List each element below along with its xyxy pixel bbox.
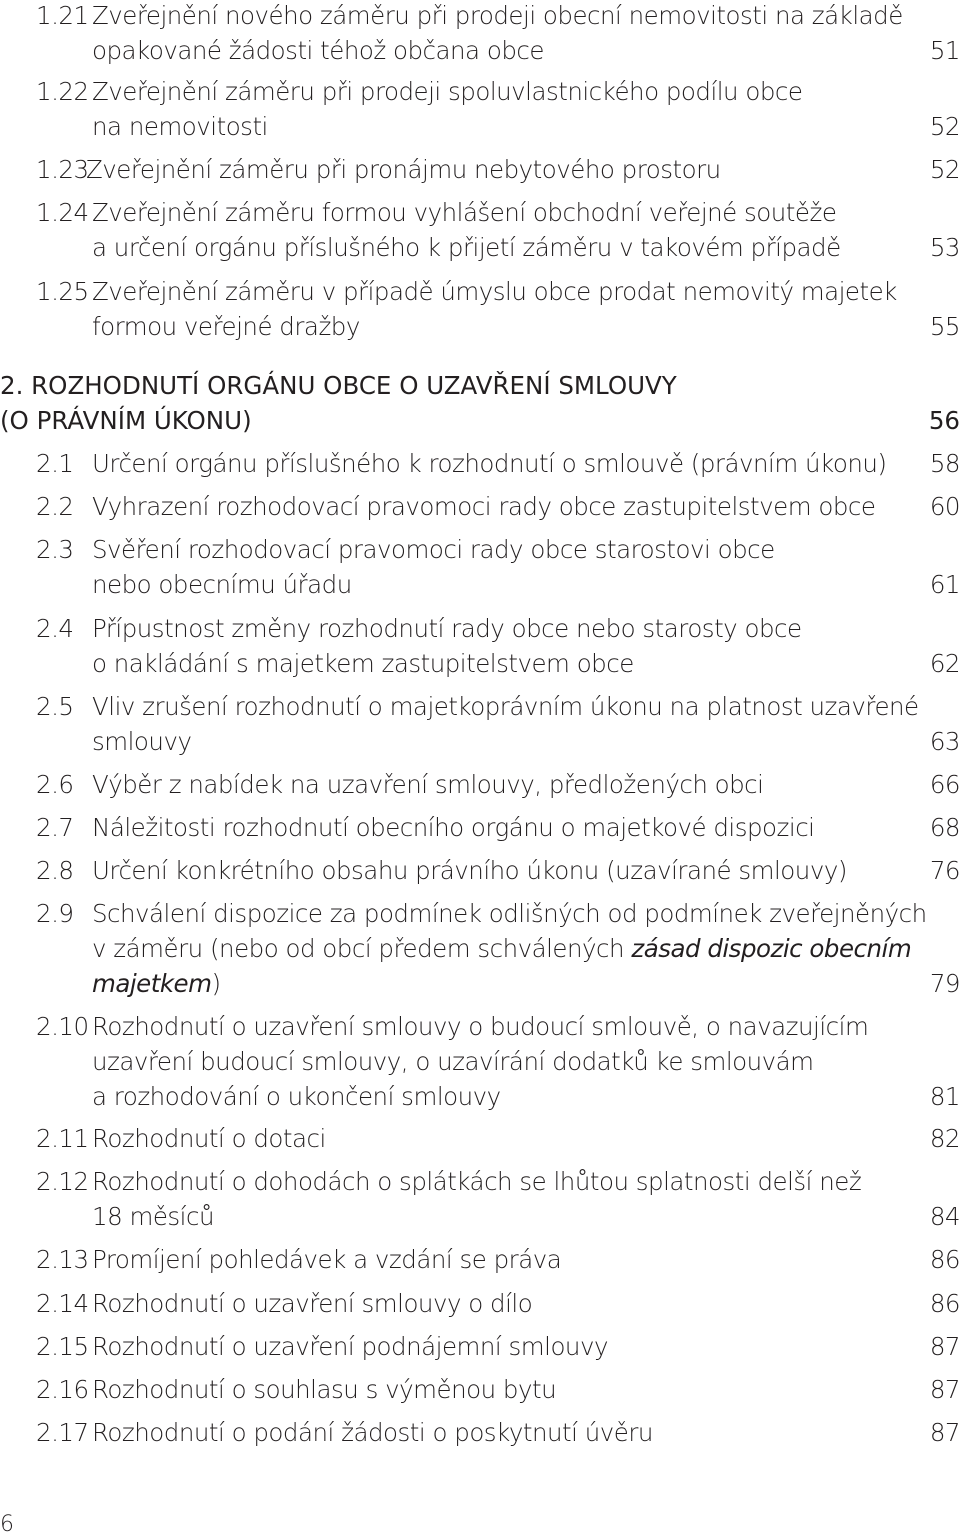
entry-title-text: v záměru (nebo od obcí předem schválených: [92, 934, 632, 963]
entry-title-line: nebo obecnímu úřadu: [92, 570, 352, 599]
entry-page: 61: [929, 570, 960, 599]
entry-title-line: Zveřejnění záměru při pronájmu nebytového prostoru: [86, 155, 721, 184]
entry-page: 58: [929, 449, 960, 478]
entry-page: 87: [929, 1375, 960, 1404]
entry-number: 2.14: [36, 1289, 89, 1318]
entry-page: 82: [929, 1124, 960, 1153]
entry-number: 2.12: [36, 1167, 89, 1196]
entry-page: 66: [929, 770, 960, 799]
entry-title-italic: majetkem: [92, 969, 212, 998]
entry-title-line: Rozhodnutí o uzavření smlouvy o budoucí smlouvě, o navazujícím: [92, 1012, 869, 1041]
entry-title-line: a určení orgánu příslušného k přijetí záměru v takovém případě: [92, 233, 841, 262]
entry-title: [92, 1286, 918, 1321]
entry-title-line: Rozhodnutí o souhlasu s výměnou bytu: [92, 1375, 557, 1404]
entry-title-line: Rozhodnutí o uzavření smlouvy o dílo: [92, 1289, 533, 1318]
entry-title-line: Schválení dispozice za podmínek odlišných od podmínek zveřejněných: [92, 899, 927, 928]
entry-title-italic: zásad dispozic obecním: [631, 934, 912, 963]
toc-entry[interactable]: [36, 767, 960, 802]
chapter-title-line: 2. ROZHODNUTÍ ORGÁNU OBCE O UZAVŘENÍ SMLOUVY: [0, 371, 677, 400]
entry-title: [92, 195, 918, 265]
entry-title-line: 18 měsíců: [92, 1202, 214, 1231]
entry-title-line: Náležitosti rozhodnutí obecního orgánu o majetkové dispozici: [92, 813, 815, 842]
entry-title: [92, 767, 918, 802]
toc-entry[interactable]: [36, 152, 960, 187]
toc-entry[interactable]: [36, 896, 960, 1001]
toc-entry[interactable]: [36, 1242, 960, 1277]
entry-title-line: Zveřejnění záměru formou vyhlášení obchodní veřejné soutěže: [92, 198, 837, 227]
entry-number: 2.15: [36, 1332, 89, 1361]
entry-number: 1.21: [36, 1, 89, 30]
entry-page: 60: [929, 492, 960, 521]
entry-number: 1.24: [36, 198, 89, 227]
toc-entry[interactable]: [36, 1164, 960, 1234]
entry-title-line: Určení konkrétního obsahu právního úkonu (uzavírané smlouvy): [92, 856, 847, 885]
entry-title-line: smlouvy: [92, 727, 192, 756]
entry-page: 86: [929, 1289, 960, 1318]
toc-entry[interactable]: [36, 611, 960, 681]
entry-number: 1.23: [36, 155, 89, 184]
toc-entry[interactable]: [36, 1372, 960, 1407]
entry-title: [92, 1372, 918, 1407]
entry-title-line: opakované žádosti téhož občana obce: [92, 36, 544, 65]
entry-title: [92, 1415, 918, 1450]
entry-page: 55: [929, 312, 960, 341]
entry-number: 1.22: [36, 77, 89, 106]
entry-title: [92, 274, 918, 344]
entry-number: 2.9: [36, 899, 74, 928]
entry-title: [92, 532, 918, 602]
entry-title-line: Určení orgánu příslušného k rozhodnutí o smlouvě (právním úkonu): [92, 449, 887, 478]
entry-title-line: Svěření rozhodovací pravomoci rady obce starostovi obce: [92, 535, 775, 564]
toc-entry[interactable]: [36, 853, 960, 888]
entry-page: 87: [929, 1332, 960, 1361]
toc-entry[interactable]: [36, 810, 960, 845]
entry-title-line: Výběr z nabídek na uzavření smlouvy, předložených obci: [92, 770, 764, 799]
entry-title: [92, 1164, 918, 1234]
entry-page: 84: [929, 1202, 960, 1231]
entry-title: [92, 1009, 918, 1114]
entry-page: 87: [929, 1418, 960, 1447]
entry-number: 2.17: [36, 1418, 89, 1447]
entry-title-line: [92, 966, 918, 1001]
entry-number: 2.16: [36, 1375, 89, 1404]
toc-entry[interactable]: [36, 689, 960, 759]
entry-number: 2.1: [36, 449, 74, 478]
entry-title: [92, 896, 927, 1001]
toc-entry[interactable]: [36, 195, 960, 265]
entry-title-line: na nemovitosti: [92, 112, 268, 141]
chapter-heading[interactable]: [0, 368, 960, 438]
entry-title-line: Zveřejnění nového záměru při prodeji obecní nemovitosti na základě: [92, 1, 903, 30]
entry-number: 2.6: [36, 770, 74, 799]
entry-page: 52: [929, 112, 960, 141]
entry-title: [92, 689, 918, 759]
entry-title: [92, 1329, 918, 1364]
entry-title: [92, 611, 918, 681]
entry-number: 1.25: [36, 277, 89, 306]
entry-number: 2.13: [36, 1245, 89, 1274]
entry-number: 2.2: [36, 492, 74, 521]
entry-title-line: [92, 931, 918, 966]
entry-title-line: Vliv zrušení rozhodnutí o majetkoprávním úkonu na platnost uzavřené: [92, 692, 919, 721]
entry-title-line: o nakládání s majetkem zastupitelstvem obce: [92, 649, 634, 678]
entry-page: 81: [929, 1082, 960, 1111]
entry-title-line: Rozhodnutí o dohodách o splátkách se lhůtou splatnosti delší než: [92, 1167, 862, 1196]
entry-title: [86, 152, 912, 187]
entry-title-line: Rozhodnutí o podání žádosti o poskytnutí úvěru: [92, 1418, 653, 1447]
entry-title-line: Rozhodnutí o uzavření podnájemní smlouvy: [92, 1332, 608, 1361]
toc-entry[interactable]: [36, 1286, 960, 1321]
entry-number: 2.3: [36, 535, 74, 564]
entry-page: 86: [929, 1245, 960, 1274]
entry-title-line: Zveřejnění záměru v případě úmyslu obce prodat nemovitý majetek: [92, 277, 897, 306]
entry-title-line: Rozhodnutí o dotaci: [92, 1124, 326, 1153]
entry-title-line: a rozhodování o ukončení smlouvy: [92, 1082, 501, 1111]
entry-title-line: Promíjení pohledávek a vzdání se práva: [92, 1245, 562, 1274]
toc-entry[interactable]: [36, 274, 960, 344]
entry-title-line: Přípustnost změny rozhodnutí rady obce nebo starosty obce: [92, 614, 802, 643]
entry-page: 68: [929, 813, 960, 842]
toc-entry[interactable]: [36, 1009, 960, 1114]
entry-page: 63: [929, 727, 960, 756]
entry-number: 2.4: [36, 614, 74, 643]
entry-page: 62: [929, 649, 960, 678]
entry-title-line: formou veřejné dražby: [92, 312, 360, 341]
entry-page: 51: [929, 36, 960, 65]
entry-title-text: ): [211, 969, 221, 998]
toc-entry[interactable]: [36, 1329, 960, 1364]
entry-number: 2.7: [36, 813, 74, 842]
entry-number: 2.8: [36, 856, 74, 885]
entry-page: 53: [929, 233, 960, 262]
page-number: 6: [0, 1512, 14, 1537]
entry-title: [92, 1121, 918, 1156]
entry-page: 76: [929, 856, 960, 885]
chapter-title-line: (O PRÁVNÍM ÚKONU): [0, 406, 252, 435]
entry-title: [92, 74, 918, 144]
toc-entry[interactable]: [36, 489, 960, 524]
entry-page: 79: [929, 969, 960, 998]
chapter-page: 56: [928, 406, 960, 435]
entry-title-line: Zveřejnění záměru při prodeji spoluvlastnického podílu obce: [92, 77, 803, 106]
entry-number: 2.5: [36, 692, 74, 721]
entry-title: [92, 0, 918, 68]
entry-number: 2.10: [36, 1012, 89, 1041]
toc-entry[interactable]: [36, 1415, 960, 1450]
toc-entry[interactable]: [36, 446, 960, 481]
toc-entry[interactable]: [36, 74, 960, 144]
entry-title: [92, 489, 918, 524]
entry-title: [92, 853, 918, 888]
entry-title: [92, 810, 918, 845]
entry-page: 52: [929, 155, 960, 184]
entry-title: [92, 446, 918, 481]
chapter-title: [0, 368, 900, 438]
toc-entry[interactable]: [36, 0, 960, 68]
entry-number: 2.11: [36, 1124, 89, 1153]
toc-entry[interactable]: [36, 1121, 960, 1156]
entry-title-line: Vyhrazení rozhodovací pravomoci rady obce zastupitelstvem obce: [92, 492, 876, 521]
entry-title-line: uzavření budoucí smlouvy, o uzavírání dodatků ke smlouvám: [92, 1047, 814, 1076]
toc-entry[interactable]: [36, 532, 960, 602]
entry-title: [92, 1242, 918, 1277]
